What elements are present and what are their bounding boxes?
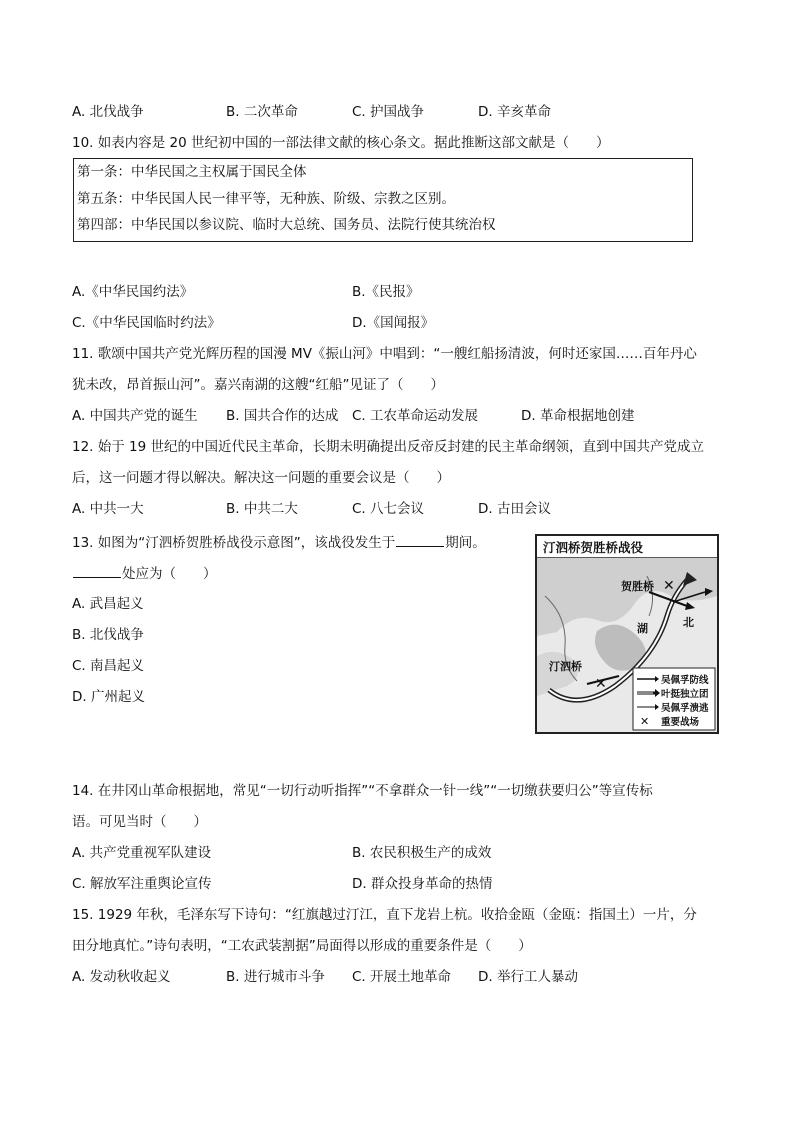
q11-stem-line2: 犹未改，昂首振山河”。嘉兴南湖的这艘“红船”见证了（ ） <box>72 377 444 393</box>
q11-stem-line1: 11. 歌颂中国共产党光辉历程的国漫 MV《振山河》中唱到：“一艘红船扬清波，何时还家国……百年丹心 <box>72 346 697 362</box>
q15-option-c: C. 开展土地革命 <box>352 969 452 985</box>
legend-item: 吴佩孚防线 <box>661 675 709 686</box>
map-title: 汀泗桥贺胜桥战役 <box>543 540 644 555</box>
battlefield-x-icon: ✕ <box>595 676 607 692</box>
q10-table-row: 第四部：中华民国以参议院、临时大总统、国务员、法院行使其统治权 <box>77 217 496 233</box>
q12-stem-line2: 后，这一问题才得以解决。解决这一问题的重要会议是（ ） <box>72 470 450 486</box>
q13-option-c: C. 南昌起义 <box>72 658 145 674</box>
q10-option-a: A.《中华民国约法》 <box>72 284 194 300</box>
q9-option-a: A. 北伐战争 <box>72 104 144 120</box>
q10-statute-table <box>73 158 693 242</box>
legend-item: 叶挺独立团 <box>661 689 709 700</box>
battle-map-figure <box>535 534 719 734</box>
q11-option-a: A. 中国共产党的诞生 <box>72 408 198 424</box>
q12-stem-line1: 12. 始于 19 世纪的中国近代民主革命，长期未明确提出反帝反封建的民主革命纲领，直到中国共产党成立 <box>72 439 705 455</box>
q13-stem-rest: 处应为（ ） <box>122 566 217 582</box>
place-label-bei: 北 <box>683 616 694 629</box>
q13-stem-line1 <box>72 532 486 553</box>
q14-option-c: C. 解放军注重舆论宣传 <box>72 876 212 892</box>
q9-option-b: B. 二次革命 <box>226 104 298 120</box>
q12-option-c: C. 八七会议 <box>352 501 425 517</box>
q13-option-b: B. 北伐战争 <box>72 627 144 643</box>
q15-option-d: D. 举行工人暴动 <box>478 969 578 985</box>
q13-stem-line2 <box>72 563 217 584</box>
q14-option-b: B. 农民积极生产的成效 <box>352 845 492 861</box>
q15-stem-line2: 田分地真忙。”诗句表明，“工农武装割据”局面得以形成的重要条件是（ ） <box>72 938 532 954</box>
battlefield-x-icon: ✕ <box>663 578 675 594</box>
battle-map-svg <box>537 536 717 732</box>
q12-option-d: D. 古田会议 <box>478 501 551 517</box>
q11-option-b: B. 国共合作的达成 <box>226 408 339 424</box>
q15-option-b: B. 进行城市斗争 <box>226 969 325 985</box>
q10-option-b: B.《民报》 <box>352 284 420 300</box>
place-label-heshengqiao: 贺胜桥 <box>621 580 654 593</box>
q14-stem-line2: 语。可见当时（ ） <box>72 814 207 830</box>
q12-option-a: A. 中共一大 <box>72 501 144 517</box>
q14-option-d: D. 群众投身革命的热情 <box>352 876 493 892</box>
q11-option-c: C. 工农革命运动发展 <box>352 408 479 424</box>
q10-option-c: C.《中华民国临时约法》 <box>72 315 221 331</box>
legend-item: 吴佩孚溃逃 <box>661 703 709 714</box>
answer-blank <box>396 532 444 547</box>
q13-option-d: D. 广州起义 <box>72 689 145 705</box>
legend-battlefield-icon: ✕ <box>640 715 650 728</box>
q15-option-a: A. 发动秋收起义 <box>72 969 171 985</box>
q14-stem-line1: 14. 在井冈山革命根据地，常见“一切行动听指挥”“不拿群众一针一线”“一切缴获要归公”等宣传标 <box>72 783 653 799</box>
place-label-hu: 湖 <box>637 622 648 635</box>
q15-stem-line1: 15. 1929 年秋，毛泽东写下诗句：“红旗越过汀江，直下龙岩上杭。收拾金瓯（金瓯：指国土）一片，分 <box>72 907 697 923</box>
answer-blank <box>73 563 121 578</box>
q10-stem: 10. 如表内容是 20 世纪初中国的一部法律文献的核心条文。据此推断这部文献是（ ） <box>72 135 610 151</box>
q10-option-d: D.《国闻报》 <box>352 315 435 331</box>
q9-option-d: D. 辛亥革命 <box>478 104 551 120</box>
q13-stem-part1: 13. 如图为“汀泗桥贺胜桥战役示意图”，该战役发生于 <box>72 535 396 551</box>
q13-stem-part2: 期间。 <box>445 535 486 551</box>
q9-option-c: C. 护国战争 <box>352 104 425 120</box>
place-label-tingsiqiao: 汀泗桥 <box>549 660 582 673</box>
legend-item: 重要战场 <box>661 717 700 728</box>
q14-option-a: A. 共产党重视军队建设 <box>72 845 212 861</box>
q10-table-row: 第五条：中华民国人民一律平等，无种族、阶级、宗教之区别。 <box>77 191 455 207</box>
q13-option-a: A. 武昌起义 <box>72 596 144 612</box>
q10-table-row: 第一条：中华民国之主权属于国民全体 <box>77 164 307 180</box>
q12-option-b: B. 中共二大 <box>226 501 298 517</box>
q11-option-d: D. 革命根据地创建 <box>521 408 635 424</box>
